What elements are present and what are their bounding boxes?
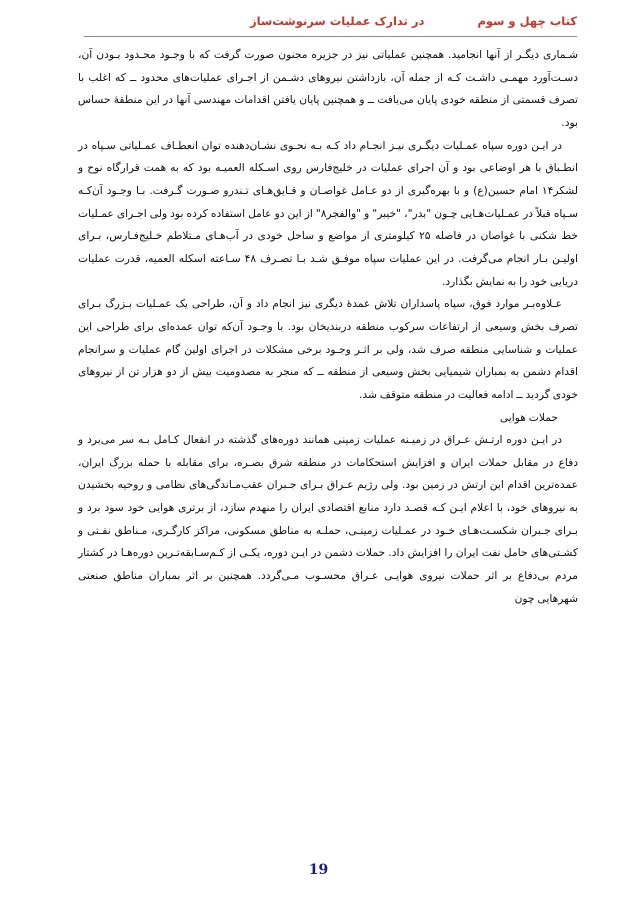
page-number: 19 [308, 862, 329, 878]
header-divider [84, 36, 577, 37]
book-label: کتاب چهل و سوم [477, 14, 577, 28]
running-title: در تدارک عملیات سرنوشت‌ساز [250, 14, 425, 28]
paragraph-1: شـماری دیگـر از آنها انجامید. همچنین عملیاتی نیز در جزیره مجنون صورت گرفت که با وجـود محـدود بـودن آن، دسـت‌آورد مهمـی داشـت کـه از جمله آن، بازداشتن نیروهای دشـمن از اجـرای عملیات‌های محدود ــ که اغلب با تصرف قسمتی از منطقه خودی پایان می‌یافت ــ و همچنین پایان یافتن اقدامات مهندسی آنها در این منطقهٔ حساس بود. [78, 48, 578, 129]
body-text [78, 44, 578, 610]
paragraph-3: عـلاوه‌بـر موارد فوق، سپاه پاسداران تلاش عمدهٔ دیگری نیز انجام داد و آن، طراحی یک عمـلیات بـزرگ بـرای تصرف بخش وسیعی از ارتفاعات سرکوب منطقه دربندیخان بود. با وجـود آن‌که توان عمده‌ای برای طراحی این عملیات و شناسایی منطقه صرف شد، ولی بر اثـر وجـود برخی مشکلات در اجرای اولین گام عملیات و سرانجام اقدام دشمن به بمباران شیمیایی بخش وسیعی از منطقه ــ که منجر به مصدومیت بیش از دو هزار تن از نیروهای خودی گردید ــ ادامه فعالیت در منطقه متوقف شد. [78, 297, 578, 401]
section-heading: حملات هوایی [499, 410, 558, 424]
paragraph-4: در ایـن دوره ارتـش عـراق در زمیـنه عملیات زمینی همانند دوره‌های گذشته در انفعال کـامل بـه سر می‌برد و دفاع در مقابل حملات ایران و افزایش استحکامات در منطقه شرق بصـره، برای مقابله با حمله بزرگ ایران، عمده‌ترین اقدام این ارتش در زمین بود. ولی رژیم عـراق بـرای جـبران عقب‌مـاندگی‌های نظامی و روحیه بخشیدن به نیروهای خود، با اعلام ایـن کـه قصـد دارد منابع اقتصادی ایران را منهدم سازد، از برتری هوایی خود سود برد و بـرای جـبران شکسـت‌هـای خـود در عمـلیات زمینـی، حملـه به مناطق مسکونی، مراکز کارگـری، مـناطق نفـتی و کشـتی‌های حامل نفت ایران را افزایش داد. حملات دشمن در ایـن دوره، یکـی از کـم‌سـابقه‌تـرین دوره‌هـا در کشتار مردم بی‌دفاع بر اثر حملات نیروی هوایـی عـراق محسـوب مـی‌گردد. همچنین بر اثر بمباران مناطق صنعتی شهرهایی چون [78, 433, 578, 605]
paragraph-2: در ایـن دوره سپاه عمـلیات دیگـری نیـز انجـام داد کـه بـه نحـوی نشـان‌دهنده توان انعطـاف عمـلیاتی سـپاه در انطـباق با هر اوضاعی بود و آن اجرای عملیات در خلیج‌فارس روی اسـکله العمیـه بود که به همت قرارگاه نوح و لشکر۱۴ امام حسین(ع) و با بهره‌گیری از دو عـامل غواصـان و قـایق‌هـای تـندرو صـورت گـرفت. بـا وجـود آن‌کـه سـپاه قبلاً در عمـلیات‌هـایی چـون "بدر"، "خیبر" و "والفجر۸" از این دو عامل استفاده کرده بود ولی اجـرای عمـلیات خط شکنی با غواصان در فاصله ۲۵ کیلومتری از مواضع و ساحل خودی در آب‌هـای مـتلاطم خـلیج‌فـارس، بـرای اولیـن بـار انجام می‌گرفت. در این عملیات سپاه موفـق شـد بـا تصـرف ۴۸ سـاعته اسکله العمیه، قدرت عملیات دریایی خود را به نمایش بگذارد. [78, 138, 578, 288]
page-header [60, 10, 577, 34]
